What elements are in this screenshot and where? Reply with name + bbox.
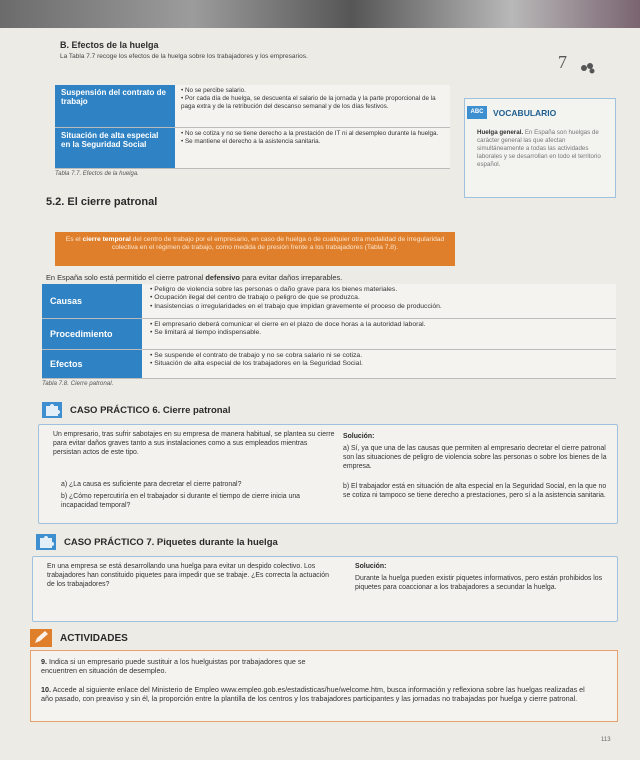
definition-box (55, 232, 455, 266)
case6-box (38, 424, 618, 524)
definition-text: del centro de trabajo por el empresario, en caso de huelga o de cualquier otra modalidad de irregularidad colectiva en el régimen de trabajo, como medida de presión frente a los trabajadores (Tabla 7.8). (111, 236, 445, 252)
case6-answer-b: b) El trabajador está en situación de alta especial en la Seguridad Social, en la que no se cotiza ni tampoco se tiene derecho a prestaciones, pero sí a la asistencia sanitaria. (343, 483, 607, 499)
section-b-intro: La Tabla 7.7 recoge los efectos de la huelga sobre los trabajadores y los empresarios. (60, 53, 308, 60)
puzzle-icon (42, 402, 62, 418)
definition-text: Es el (65, 236, 83, 243)
activity-number: 10. (41, 685, 51, 694)
chapter-logo-icon (580, 62, 596, 74)
list-item: • Inasistencias o irregularidades en el trabajo que impidan gravemente el proceso de producción. (150, 303, 608, 311)
case6-solution-label: Solución: (343, 433, 375, 440)
list-item: • Por cada día de huelga, se descuenta el salario de la jornada y la parte proporcional de la paga extra y de la retribución del descanso semanal y de los días festivos. (181, 95, 444, 111)
effects-row-head: Suspensión del contrato de trabajo (55, 85, 175, 127)
defensive-bold: defensivo (205, 273, 240, 282)
abc-badge-icon: ABC (467, 106, 487, 119)
case7-box (32, 556, 618, 622)
vocabulary-box (464, 98, 616, 198)
activities-box (30, 650, 618, 722)
vocabulary-title: VOCABULARIO (493, 108, 557, 118)
puzzle-icon (36, 534, 56, 550)
activity-item (41, 685, 597, 704)
case7-header (36, 532, 278, 552)
closure-row (42, 284, 616, 319)
vocabulary-term: Huelga general. (477, 129, 524, 136)
activity-text: Accede al siguiente enlace del Ministerio de Empleo www.empleo.gob.es/estadisticas/hue/welcome.htm, busca información y reflexiona sobre las huelgas realizadas el año pasado, con preaviso y sin él, la proporción entre la plantilla de los centros y los trabajadores participantes y las jornadas no trabajadas por huelga y cierre patronal. (41, 685, 585, 704)
activity-text: Indica si un empresario puede sustituir a los huelguistas por trabajadores que se encuentren en situación de desempleo. (41, 657, 306, 676)
pencil-icon (30, 629, 52, 647)
closure-row (42, 350, 616, 379)
effects-row-cell (175, 85, 450, 127)
case6-header (42, 400, 230, 420)
list-item: • Se suspende el contrato de trabajo y no se cobra salario ni se cotiza. (150, 352, 608, 360)
vocabulary-definition (477, 129, 611, 169)
defensive-sentence (46, 273, 342, 282)
activity-number: 9. (41, 657, 47, 666)
list-item: • Situación de alta especial de los trabajadores en la Seguridad Social. (150, 360, 608, 368)
chapter-badge (550, 52, 596, 80)
defensive-text: En España solo está permitido el cierre patronal (46, 273, 206, 282)
case7-title: CASO PRÁCTICO 7. Piquetes durante la huelga (64, 536, 278, 548)
closure-row-head: Causas (42, 284, 142, 318)
case6-answer-a: a) Sí, ya que una de las causas que permiten al empresario decretar el cierre patronal son las situaciones de peligro de violencia sobre las personas o sobre los bienes de la empresa. (343, 445, 607, 470)
section-b-title: B. Efectos de la huelga (60, 40, 159, 50)
chapter-number: 7 (558, 52, 567, 72)
photo-top-strip (0, 0, 640, 28)
effects-row (55, 128, 450, 169)
case7-answer: Durante la huelga pueden existir piquetes informativos, pero están prohibidos los piquetes para coaccionar a los trabajadores a secundar la huelga. (355, 575, 603, 591)
case7-statement: En una empresa se está desarrollando una huelga para evitar un despido colectivo. Los trabajadores han constituido piquetes para impedir que se trabaje. ¿Es correcta la actuación de los trabajadores? (47, 563, 329, 588)
effects-table (55, 85, 450, 169)
effects-row-head: Situación de alta especial en la Seguridad Social (55, 128, 175, 168)
closure-row (42, 319, 616, 350)
closure-row-head: Procedimiento (42, 319, 142, 349)
list-item: • Ocupación ilegal del centro de trabajo o peligro de que se produzca. (150, 294, 608, 302)
list-item: • No se cotiza y no se tiene derecho a la prestación de IT ni al desempleo durante la huelga. (181, 130, 444, 138)
list-item: • Se mantiene el derecho a la asistencia sanitaria. (181, 138, 444, 146)
vocabulary-definition-text: En España son huelgas de carácter general las que afectan simultáneamente a todas las actividades laborales y se desarrollan en todo el territorio español. (477, 129, 601, 169)
case7-solution-label: Solución: (355, 563, 387, 570)
case6-question-b: b) ¿Cómo repercutiría en el trabajador si durante el tiempo de cierre inicia una incapacidad temporal? (61, 493, 300, 509)
activity-item (41, 657, 331, 676)
activities-header (30, 628, 128, 648)
activities-title: ACTIVIDADES (60, 632, 128, 644)
case6-title: CASO PRÁCTICO 6. Cierre patronal (70, 404, 231, 416)
page-number: 113 (601, 737, 611, 743)
closure-table-caption: Tabla 7.8. Cierre patronal. (42, 380, 114, 387)
case6-question-a: a) ¿La causa es suficiente para decretar el cierre patronal? (61, 481, 242, 488)
effects-row (55, 85, 450, 128)
list-item: • El empresario deberá comunicar el cierre en el plazo de doce horas a la autoridad laboral. (150, 321, 608, 329)
section-52-title: 5.2. El cierre patronal (46, 196, 158, 208)
effects-row-cell (175, 128, 450, 168)
list-item: • Se limitará al tiempo indispensable. (150, 329, 608, 337)
effects-table-caption: Tabla 7.7. Efectos de la huelga. (55, 171, 139, 177)
definition-bold: cierre temporal (82, 236, 131, 243)
closure-row-head: Efectos (42, 350, 142, 378)
closure-table (42, 284, 616, 379)
list-item: • Peligro de violencia sobre las personas o daño grave para los bienes materiales. (150, 286, 608, 294)
defensive-text: para evitar daños irreparables. (239, 273, 343, 282)
list-item: • No se percibe salario. (181, 87, 444, 95)
closure-row-cell (142, 319, 616, 349)
closure-row-cell (142, 350, 616, 378)
closure-row-cell (142, 284, 616, 318)
case6-statement: Un empresario, tras sufrir sabotajes en su empresa de manera habitual, se plantea su cierre para evitar daños graves tanto a sus instalaciones como a sus empleados mientras persistan actos de este tipo. (53, 431, 335, 456)
